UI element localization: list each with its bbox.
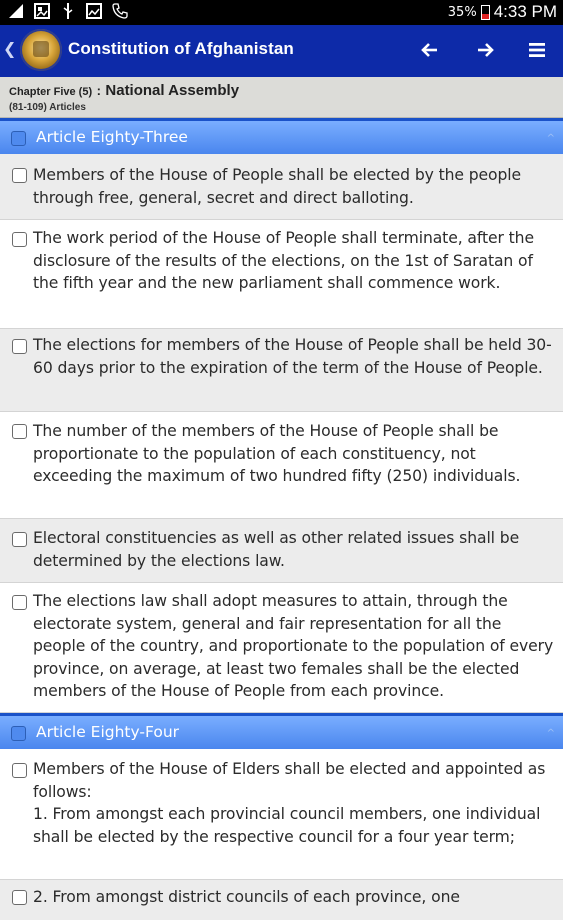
chapter-title-line: [9, 82, 239, 100]
chapter-header: [0, 77, 563, 118]
paragraph-checkbox[interactable]: [12, 339, 27, 354]
article-84-header[interactable]: [0, 713, 563, 749]
chapter-articles-range: (81-109) Articles: [9, 102, 86, 113]
paragraph-text: Members of the House of Elders shall be elected and appointed as follows: 1. From amongst each provincial council members, one individual shall be elected by the respective council for a four year term;: [33, 760, 546, 846]
arrow-left-icon: [421, 41, 439, 59]
battery-icon: [481, 5, 490, 20]
back-icon[interactable]: ❮: [3, 39, 17, 58]
paragraph-checkbox[interactable]: [12, 763, 27, 778]
paragraph-checkbox[interactable]: [12, 595, 27, 610]
chapter-separator: :: [96, 83, 101, 98]
paragraph-item[interactable]: [0, 749, 563, 880]
paragraph-text: The elections law shall adopt measures to attain, through the electorate system, general and fair representation for all the people of the country, and proportionate to the population of every province, on average, at least two females shall be the elected members of the House of People from each province.: [33, 592, 554, 700]
paragraph-item[interactable]: [0, 583, 563, 713]
paragraph-text: 2. From amongst district councils of each province, one: [33, 888, 460, 906]
afghanistan-emblem-icon: [20, 29, 62, 71]
chapter-label: Chapter Five (5): [9, 86, 93, 98]
battery-percent: 35%: [447, 4, 477, 20]
paragraph-text: The work period of the House of People shall terminate, after the disclosure of the results of the elections, on the 1st of Saratan of the fifth year and the new parliament shall commence work.: [33, 229, 534, 292]
paragraph-text: The elections for members of the House of People shall be held 30-60 days prior to the expiration of the term of the House of People.: [33, 336, 552, 377]
collapse-chevron-icon[interactable]: ^: [546, 728, 555, 739]
signal-icon: [8, 3, 24, 19]
article-84-title: Article Eighty-Four: [36, 723, 180, 741]
paragraph-checkbox[interactable]: [12, 424, 27, 439]
next-arrow-button[interactable]: [470, 35, 500, 65]
hamburger-menu-icon: [528, 42, 546, 58]
article-83-checkbox[interactable]: [11, 131, 26, 146]
paragraph-text: Members of the House of People shall be elected by the people through free, general, secret and direct balloting.: [33, 166, 522, 207]
paragraph-checkbox[interactable]: [12, 168, 27, 183]
clock: 4:33 PM: [493, 2, 557, 21]
menu-button[interactable]: [522, 35, 552, 65]
paragraph-checkbox[interactable]: [12, 232, 27, 247]
paragraph-item[interactable]: [0, 880, 563, 920]
paragraph-item[interactable]: [0, 220, 563, 329]
paragraph-item[interactable]: [0, 329, 563, 412]
phone-icon: [112, 3, 128, 19]
article-84-checkbox[interactable]: [11, 726, 26, 741]
paragraph-text: The number of the members of the House of People shall be proportionate to the population of each constituency, not exceeding the maximum of two hundred fifty (250) individuals.: [33, 422, 521, 485]
arrow-right-icon: [476, 41, 494, 59]
image-notification-icon: [34, 3, 50, 19]
usb-icon: [60, 3, 76, 19]
chapter-name: National Assembly: [105, 82, 240, 99]
paragraph-item[interactable]: [0, 519, 563, 583]
collapse-chevron-icon[interactable]: ^: [546, 133, 555, 144]
paragraph-item[interactable]: [0, 154, 563, 220]
previous-arrow-button[interactable]: [415, 35, 445, 65]
paragraph-checkbox[interactable]: [12, 532, 27, 547]
status-bar: [0, 0, 563, 25]
paragraph-item[interactable]: [0, 412, 563, 519]
article-83-title: Article Eighty-Three: [36, 128, 188, 146]
paragraph-checkbox[interactable]: [12, 890, 27, 905]
gallery-icon: [86, 3, 102, 19]
paragraph-text: Electoral constituencies as well as other related issues shall be determined by the elections law.: [33, 529, 520, 570]
article-83-header[interactable]: [0, 118, 563, 154]
app-bar: [0, 25, 563, 77]
app-title: Constitution of Afghanistan: [68, 39, 294, 58]
